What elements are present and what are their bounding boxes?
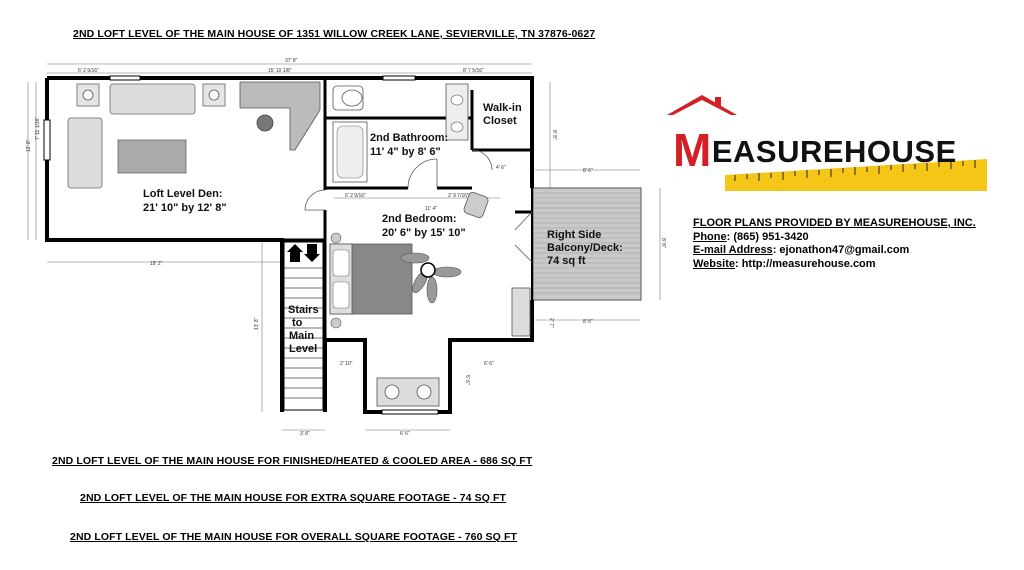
extra-area-line: 2ND LOFT LEVEL OF THE MAIN HOUSE FOR EXTRA SQUARE FOOTAGE - 74 SQ FT bbox=[80, 492, 507, 504]
stairs-label-1: Stairs bbox=[288, 304, 319, 316]
staircase bbox=[284, 242, 323, 410]
pillow-icon-2 bbox=[333, 282, 349, 308]
loveseat-icon bbox=[68, 118, 102, 188]
provider-heading: FLOOR PLANS PROVIDED BY MEASUREHOUSE, INC. bbox=[693, 217, 976, 229]
dim-balcony-bottom: 8' 6" bbox=[583, 319, 593, 325]
dim-bath-top: 8' 7 5/16" bbox=[463, 68, 484, 74]
dim-bed-wall-b: 2' 9 7/16" bbox=[448, 193, 469, 199]
stairs-label-2: to bbox=[292, 317, 303, 329]
balcony-label-3: 74 sq ft bbox=[547, 255, 586, 267]
bedroom-name: 2nd Bedroom: bbox=[382, 213, 457, 225]
sink-icon-2 bbox=[451, 122, 463, 132]
stairs-label-3: Main bbox=[289, 330, 315, 342]
pillow-icon bbox=[333, 250, 349, 276]
den-furniture bbox=[68, 82, 320, 188]
dim-stair-len: 13' 8" bbox=[254, 317, 260, 330]
dim-bed-wall-a: 6' 2 9/16" bbox=[345, 193, 366, 199]
dim-closet-w: 4' 6" bbox=[496, 165, 506, 171]
dim-den-height: 12' 8" bbox=[26, 139, 32, 152]
house-roof-icon bbox=[667, 95, 737, 115]
dresser-icon bbox=[512, 288, 530, 336]
logo-wordmark bbox=[673, 119, 957, 176]
dim-den-top-mid: 15' 10 1/8" bbox=[268, 68, 292, 74]
nightstand-lamp-icon-2 bbox=[331, 318, 341, 328]
dim-closet-h: 8' 8" bbox=[551, 130, 557, 140]
dim-overall-width: 37' 8" bbox=[285, 58, 298, 64]
website-label: Website bbox=[693, 257, 735, 270]
plan-title: 2ND LOFT LEVEL OF THE MAIN HOUSE OF 1351 WILLOW CREEK LANE, SEVIERVILLE, TN 37876-0627 bbox=[73, 28, 596, 40]
dim-bay-b: 6' 6" bbox=[484, 361, 494, 367]
logo-rest: EASUREHOUSE bbox=[711, 134, 957, 169]
email-label: E-mail Address bbox=[693, 244, 773, 256]
desk-chair-icon bbox=[257, 115, 273, 131]
measurehouse-logo bbox=[665, 93, 995, 198]
bathroom-size: 11' 4" by 8' 6" bbox=[370, 146, 441, 158]
bathroom-name: 2nd Bathroom: bbox=[370, 132, 449, 144]
bedroom-size: 20' 6" by 15' 10" bbox=[382, 227, 466, 239]
dim-stair-w: 3' 8" bbox=[300, 431, 310, 437]
sink-icon bbox=[451, 95, 463, 105]
dim-balcony-side: 8' 8" bbox=[660, 238, 666, 248]
den-name: Loft Level Den: bbox=[143, 188, 223, 200]
logo-first-letter: M bbox=[673, 124, 712, 176]
toilet-icon bbox=[342, 90, 362, 106]
nightstand-lamp-icon bbox=[331, 233, 341, 243]
overall-area-line: 2ND LOFT LEVEL OF THE MAIN HOUSE FOR OVERALL SQUARE FOOTAGE - 760 SQ FT bbox=[70, 531, 517, 543]
finished-area-line: 2ND LOFT LEVEL OF THE MAIN HOUSE FOR FINISHED/HEATED & COOLED AREA - 686 SQ FT bbox=[52, 455, 533, 467]
stairs-label-4: Level bbox=[289, 343, 318, 355]
balcony-label-2: Balcony/Deck: bbox=[547, 242, 623, 254]
closet-label-2: Closet bbox=[483, 115, 517, 127]
closet-label-1: Walk-in bbox=[483, 102, 522, 114]
phone-value: : (865) 951-3420 bbox=[726, 230, 809, 243]
coffee-table-icon bbox=[118, 140, 186, 173]
dim-den-left-depth: 7' 11 1/16" bbox=[35, 116, 41, 140]
dim-den-top-left: 6' 2 9/16" bbox=[78, 68, 99, 74]
phone-label: Phone bbox=[693, 230, 727, 243]
sofa-icon bbox=[110, 84, 195, 114]
dim-bed-width: 11' 4" bbox=[425, 206, 438, 212]
dim-bay-e: 2' 7" bbox=[548, 318, 554, 328]
den-size: 21' 10" by 12' 8" bbox=[143, 202, 227, 214]
dim-bay-a: 2' 10" bbox=[340, 361, 353, 367]
dim-balcony-top: 8' 6" bbox=[583, 168, 593, 174]
dim-bay-c: 5' 6" bbox=[464, 375, 470, 385]
dim-bay-width: 6' 6" bbox=[400, 431, 410, 437]
email-value: : ejonathon47@gmail.com bbox=[772, 244, 910, 256]
corner-desk-icon bbox=[240, 82, 320, 150]
contact-block bbox=[693, 217, 976, 271]
dim-den-bottom: 18' 2" bbox=[150, 261, 163, 267]
balcony-label-1: Right Side bbox=[547, 229, 602, 241]
website-value: : http://measurehouse.com bbox=[734, 257, 876, 270]
